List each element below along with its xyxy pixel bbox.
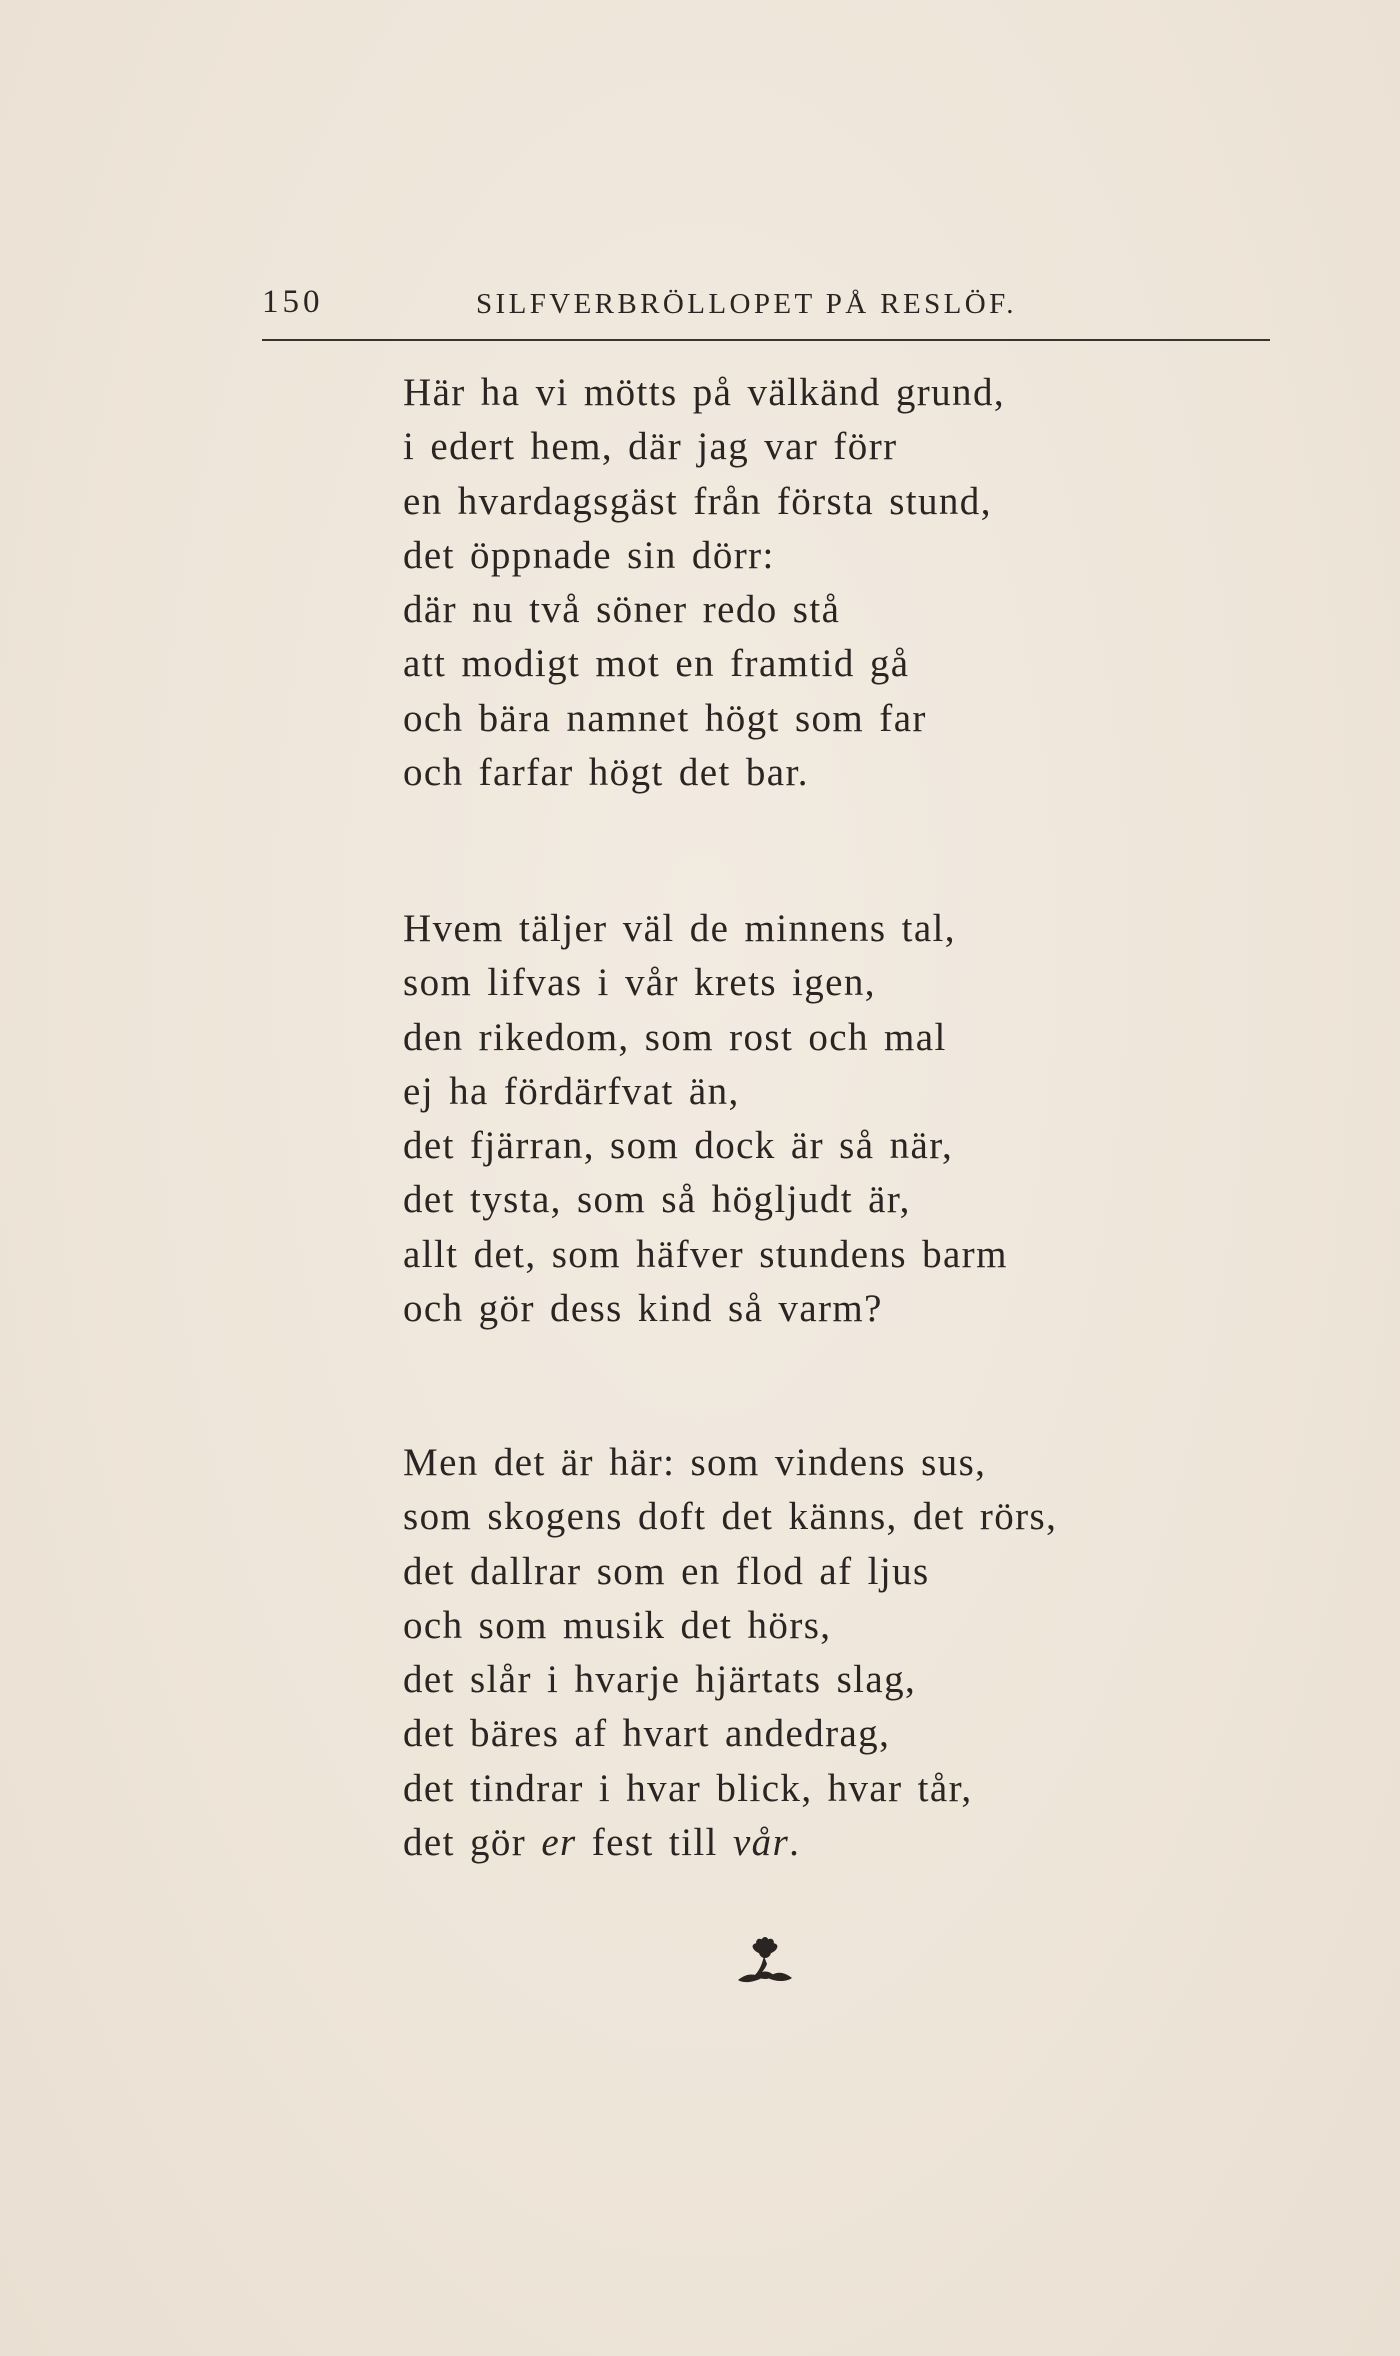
- verse-line: där nu två söner redo stå: [403, 588, 841, 632]
- verse-italic-var: vår: [732, 1821, 790, 1865]
- running-head: [262, 284, 1270, 324]
- stanza-3: [403, 1436, 1057, 1870]
- verse-text: det gör: [403, 1821, 542, 1865]
- verse-line: det bäres af hvart andedrag,: [403, 1712, 891, 1756]
- verse-italic-er: er: [541, 1821, 577, 1865]
- verse-line: Här ha vi mötts på välkänd grund,: [403, 371, 1005, 414]
- verse-line: det dallrar som en flod af ljus: [403, 1549, 930, 1593]
- verse-line: som lifvas i vår krets igen,: [403, 961, 876, 1005]
- verse-line: och gör dess kind så varm?: [403, 1287, 883, 1331]
- running-title: SILFVERBRÖLLOPET PÅ RESLÖF.: [476, 288, 1017, 320]
- verse-line: att modigt mot en framtid gå: [403, 642, 910, 686]
- header-rule: [262, 339, 1270, 341]
- verse-line: den rikedom, som rost och mal: [403, 1015, 947, 1059]
- verse-line: det tindrar i hvar blick, hvar tår,: [403, 1766, 973, 1810]
- verse-line: och bära namnet högt som far: [403, 696, 927, 740]
- verse-text: .: [789, 1821, 801, 1865]
- verse-line: det tysta, som så högljudt är,: [403, 1178, 911, 1222]
- verse-line-final: [403, 1816, 1057, 1870]
- stanza-2: [403, 902, 1008, 1336]
- verse-line: allt det, som häfver stundens barm: [403, 1232, 1008, 1276]
- stanza-1: [403, 366, 1005, 800]
- verse-line: och farfar högt det bar.: [403, 751, 809, 795]
- verse-line: en hvardagsgäst från första stund,: [403, 479, 992, 523]
- verse-line: det slår i hvarje hjärtats slag,: [403, 1658, 917, 1702]
- verse-text: fest till: [576, 1821, 733, 1865]
- verse-line: det öppnade sin dörr:: [403, 533, 775, 577]
- verse-line: Hvem täljer väl de minnens tal,: [403, 907, 956, 950]
- verse-line: ej ha fördärfvat än,: [403, 1069, 740, 1113]
- verse-line: i edert hem, där jag var förr: [403, 425, 898, 469]
- verse-line: och som musik det hörs,: [403, 1603, 832, 1647]
- verse-line: Men det är här: som vindens sus,: [403, 1441, 987, 1484]
- page-number: 150: [262, 284, 324, 320]
- flower-ornament-icon: [734, 1934, 796, 1986]
- verse-line: det fjärran, som dock är så när,: [403, 1124, 954, 1168]
- verse-line: som skogens doft det känns, det rörs,: [403, 1495, 1058, 1539]
